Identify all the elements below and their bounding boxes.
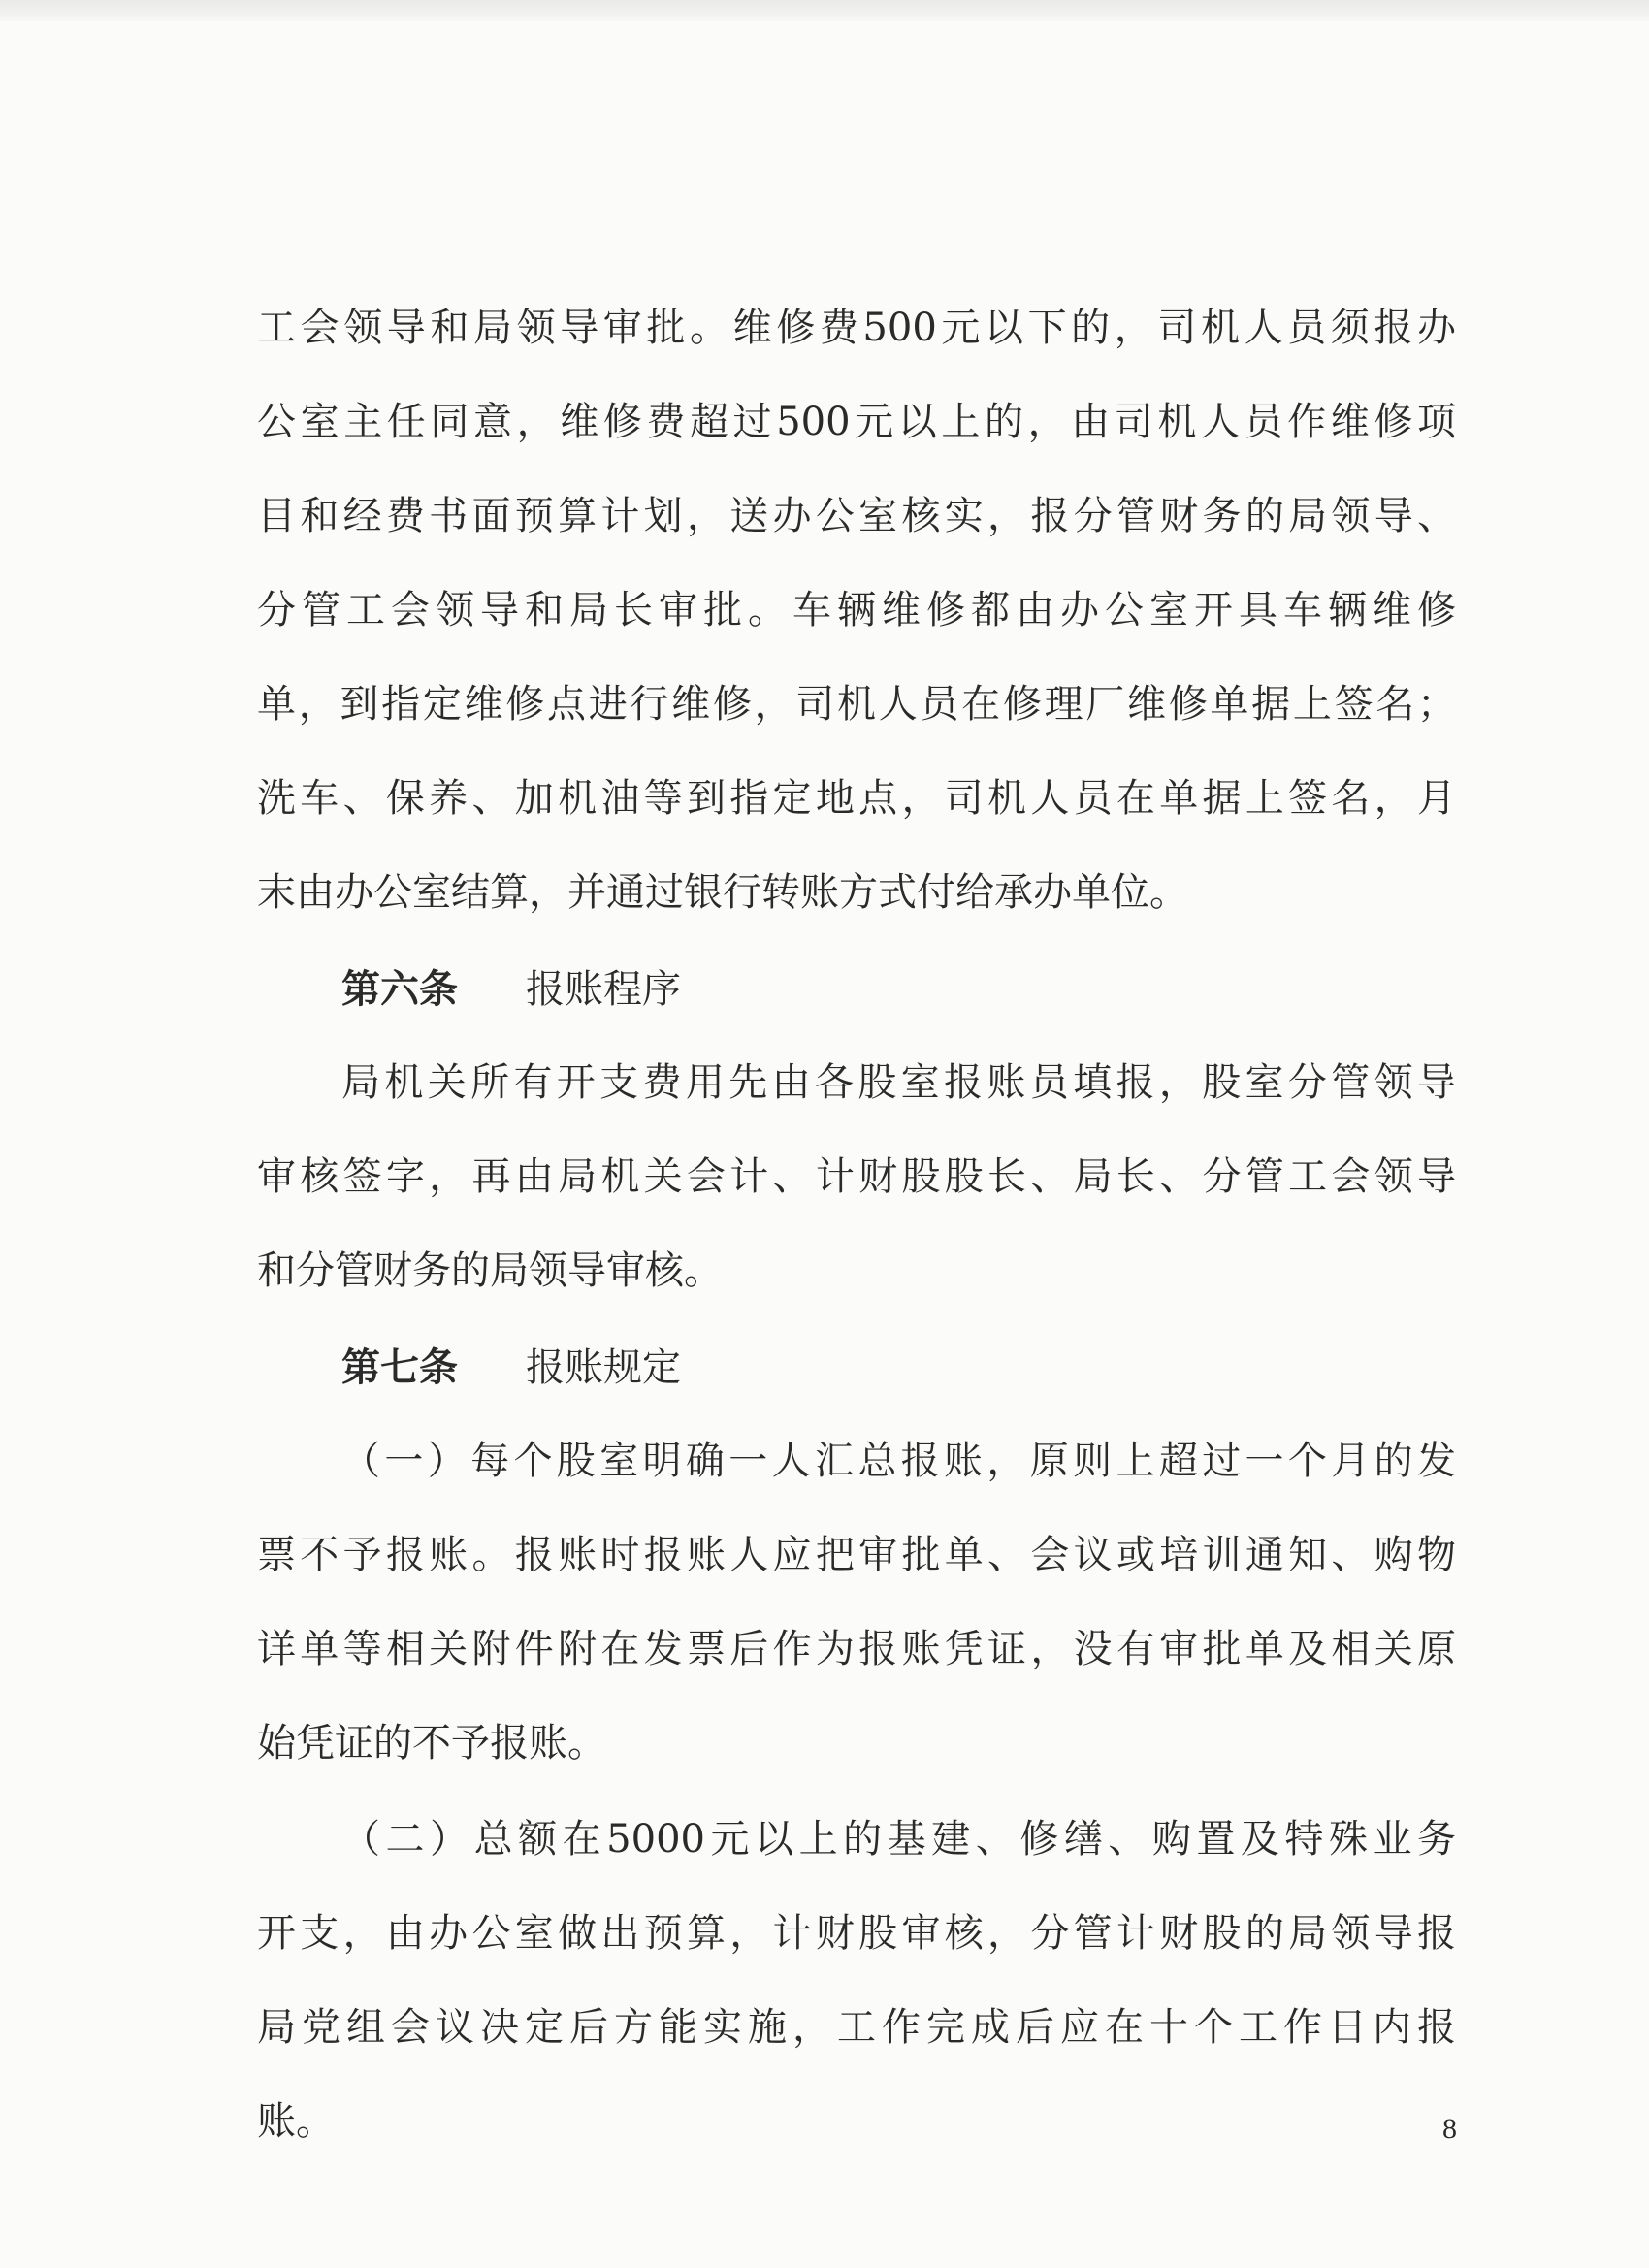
article-7-clause-2-line: （二）总额在5000元以上的基建、修缮、购置及特殊业务 bbox=[341, 1817, 1456, 1862]
body-line: 洗车、保养、加机油等到指定地点，司机人员在单据上签名，月 bbox=[257, 776, 1456, 821]
article-6-line: 和分管财务的局领导审核。 bbox=[257, 1248, 723, 1293]
body-line: 单，到指定维修点进行维修，司机人员在修理厂维修单据上签名； bbox=[257, 682, 1456, 727]
article-7-clause-1-line: 详单等相关附件附在发票后作为报账凭证，没有审批单及相关原 bbox=[257, 1627, 1456, 1671]
article-7-clause-1-line: 票不予报账。报账时报账人应把审批单、会议或培训通知、购物 bbox=[257, 1533, 1456, 1577]
article-7-clause-2-line: 开支，由办公室做出预算，计财股审核，分管计财股的局领导报 bbox=[257, 1911, 1456, 1956]
article-6-title: 报账程序 bbox=[526, 967, 681, 1012]
article-7-clause-2-line: 局党组会议决定后方能实施，工作完成后应在十个工作日内报 bbox=[257, 2005, 1456, 2050]
body-line: 公室主任同意，维修费超过500元以上的，由司机人员作维修项 bbox=[257, 400, 1456, 444]
body-line: 末由办公室结算，并通过银行转账方式付给承办单位。 bbox=[257, 870, 1188, 915]
body-line: 工会领导和局领导审批。维修费500元以下的，司机人员须报办 bbox=[257, 306, 1456, 350]
article-7-heading bbox=[341, 1345, 681, 1390]
article-7-title: 报账规定 bbox=[526, 1345, 681, 1390]
page-number: 8 bbox=[1442, 2113, 1457, 2145]
scan-top-edge bbox=[0, 0, 1649, 21]
body-line: 目和经费书面预算计划，送办公室核实，报分管财务的局领导、 bbox=[257, 494, 1456, 538]
article-6-line: 审核签字，再由局机关会计、计财股股长、局长、分管工会领导 bbox=[257, 1154, 1456, 1199]
article-6-heading bbox=[341, 966, 681, 1012]
article-7-clause-1-line: 始凭证的不予报账。 bbox=[257, 1721, 606, 1766]
article-6-line: 局机关所有开支费用先由各股室报账员填报，股室分管领导 bbox=[341, 1060, 1456, 1105]
article-7-number: 第七条 bbox=[341, 1345, 458, 1390]
body-line: 分管工会领导和局长审批。车辆维修都由办公室开具车辆维修 bbox=[257, 588, 1456, 632]
article-7-clause-2-line: 账。 bbox=[257, 2099, 335, 2144]
article-7-clause-1-line: （一）每个股室明确一人汇总报账，原则上超过一个月的发 bbox=[341, 1439, 1456, 1483]
article-6-number: 第六条 bbox=[341, 966, 458, 1012]
